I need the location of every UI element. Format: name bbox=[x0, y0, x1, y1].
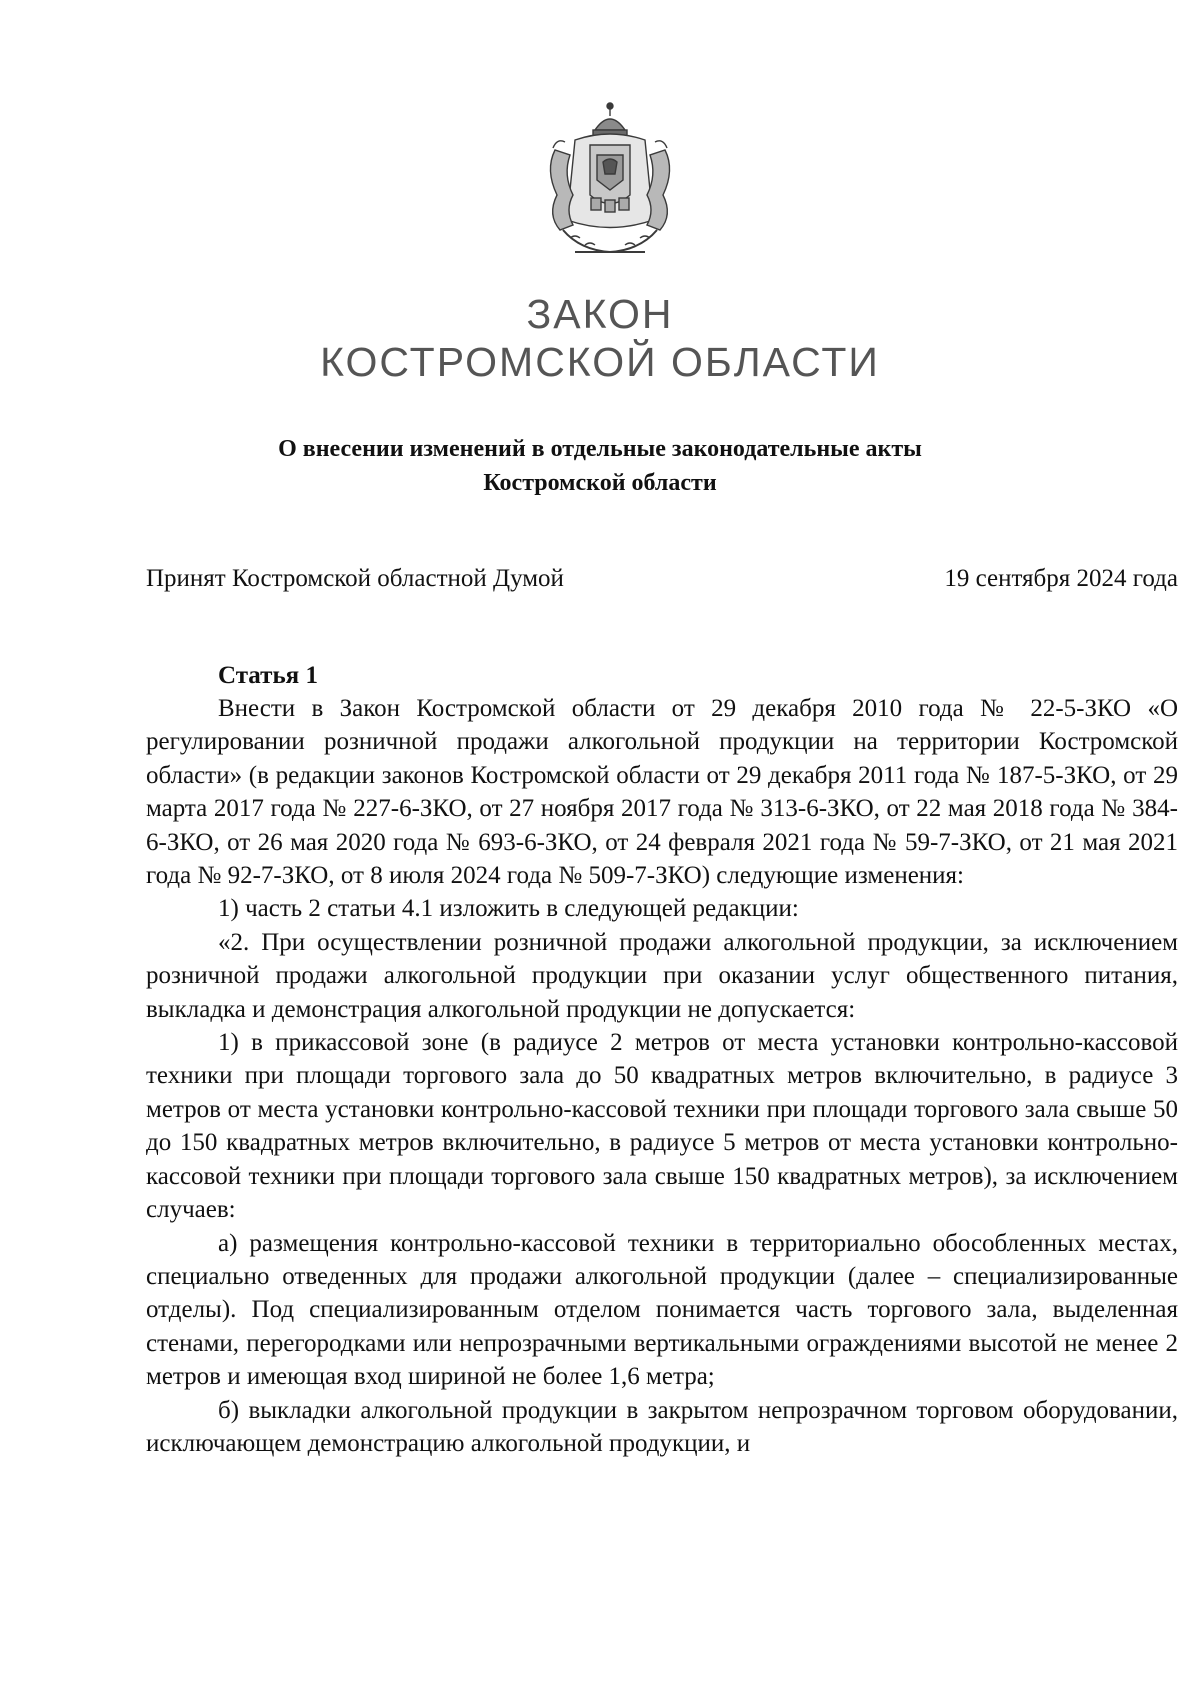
law-subject bbox=[0, 432, 1200, 500]
coat-of-arms-emblem bbox=[535, 100, 685, 260]
article-body bbox=[146, 692, 1178, 1460]
adoption-line bbox=[146, 563, 1178, 595]
paragraph: «2. При осуществлении розничной продажи алкогольной продукции, за исключением розничной продажи алкогольной продукции при оказании услуг общественного питания, выкладка и демонстрация алкогольной продукции не допускается: bbox=[146, 928, 1178, 1023]
paragraph: 1) в прикассовой зоне (в радиусе 2 метров от места установки контрольно-кассовой техники при площади торгового зала до 50 квадратных метров включительно, в радиусе 3 метров от места установки контрольно-кассовой техники при площади торгового зала свыше 50 до 150 квадратных метров включительно, в радиусе 5 метров от места установки контрольно-кассовой техники при площади торгового зала свыше 150 квадратных метров), за исключением случаев: bbox=[146, 1029, 1178, 1224]
adopted-by: Принят Костромской областной Думой bbox=[146, 565, 564, 592]
paragraph: Внести в Закон Костромской области от 29 декабря 2010 года № 22-5-ЗКО «О регулировании розничной продажи алкогольной продукции на территории Костромской области» (в редакции законов Костромской области от 29 декабря 2011 года № 187-5-ЗКО, от 29 марта 2017 года № 227-6-ЗКО, от 27 ноября 2017 года № 313-6-ЗКО, от 22 мая 2018 года № 384-6-ЗКО, от 26 мая 2020 года № 693-6-ЗКО, от 24 февраля 2021 года № 59-7-ЗКО, от 21 мая 2021 года № 92-7-ЗКО, от 8 июля 2024 года № 509-7-ЗКО) следующие изменения: bbox=[146, 695, 1178, 890]
law-title: ЗАКОН bbox=[526, 291, 674, 337]
paragraph: 1) часть 2 статьи 4.1 изложить в следующей редакции: bbox=[218, 895, 799, 923]
law-subject-line-1: О внесении изменений в отдельные законодательные акты bbox=[278, 436, 922, 462]
article-title: Статья 1 bbox=[218, 662, 318, 689]
law-region: КОСТРОМСКОЙ ОБЛАСТИ bbox=[320, 339, 880, 385]
law-subject-line-2: Костромской области bbox=[483, 470, 717, 496]
paragraph: а) размещения контрольно-кассовой техники в территориально обособленных местах, специально отведенных для продажи алкогольной продукции (далее – специализированные отделы). Под специализированным отделом понимается часть торгового зала, выделенная стенами, перегородками или непрозрачными вертикальными ограждениями высотой не менее 2 метров и имеющая вход шириной не более 1,6 метра; bbox=[146, 1229, 1178, 1391]
paragraph: б) выкладки алкогольной продукции в закрытом непрозрачном торговом оборудовании, исключающем демонстрацию алкогольной продукции, и bbox=[146, 1396, 1178, 1457]
adopted-date: 19 сентября 2024 года bbox=[944, 565, 1178, 592]
